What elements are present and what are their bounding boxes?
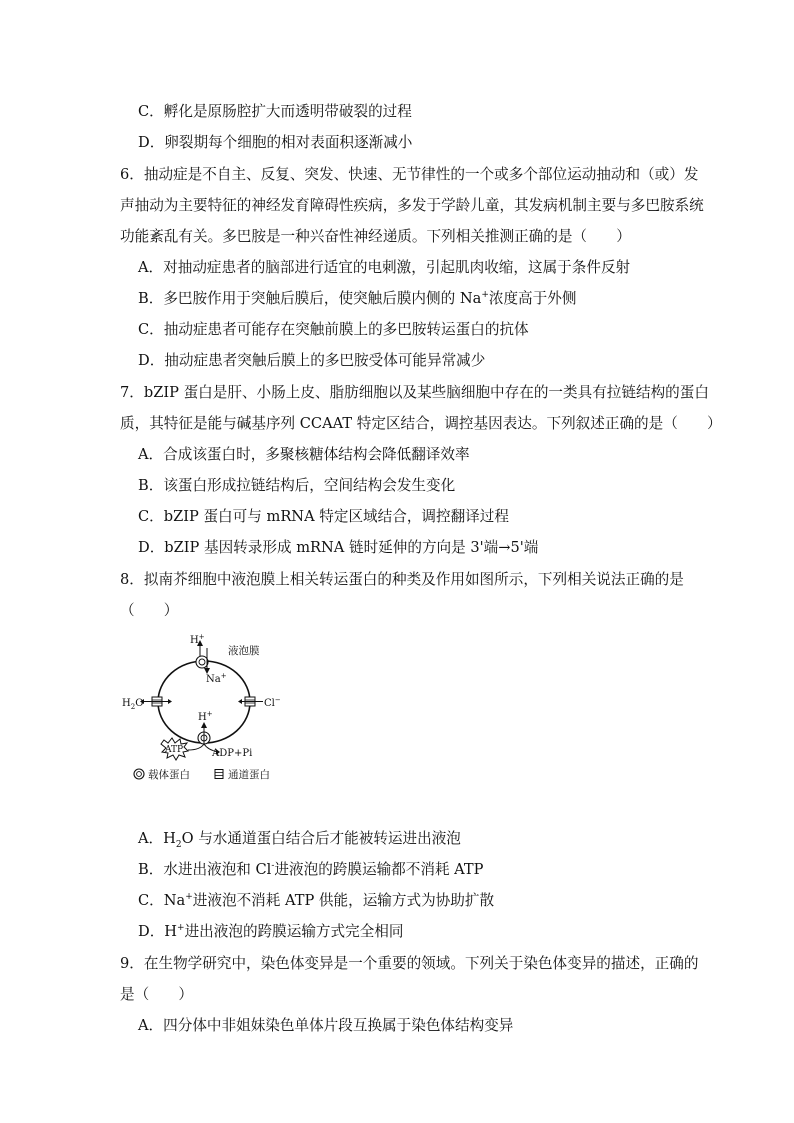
q6-stem-line-1: 6．抽动症是不自主、反复、突发、快速、无节律性的一个或多个部位运动抽动和（或）发: [120, 166, 699, 183]
q9-stem-line-1: 9．在生物学研究中，染色体变异是一个重要的领域。下列关于染色体变异的描述，正确的: [120, 955, 699, 972]
q8-stem-line-2: （ ）: [120, 602, 179, 619]
legend-channel: [215, 768, 270, 781]
q6-stem-line-2: 声抽动为主要特征的神经发育障碍性疾病，多发于学龄儿童，其发病机制主要与多巴胺系统: [120, 197, 704, 214]
h2o-label: $H_2O$: [122, 698, 144, 711]
q7-stem-line-1: 7．bZIP 蛋白是肝、小肠上皮、脂肪细胞以及某些脑细胞中存在的一类具有拉链结构的蛋白: [120, 384, 709, 401]
q6-option-c: C．抽动症患者可能存在突触前膜上的多巴胺转运蛋白的抗体: [138, 321, 529, 338]
q6-option-a: A．对抽动症患者的脑部进行适宜的电刺激，引起肌肉收缩，这属于条件反射: [138, 259, 631, 276]
q7-option-d: D．bZIP 基因转录形成 mRNA 链时延伸的方向是 3'端→5'端: [138, 539, 539, 556]
carrier-protein-icon: [134, 769, 144, 779]
q7-option-a: A．合成该蛋白时，多聚核糖体结构会降低翻译效率: [138, 446, 470, 463]
membrane-label: 液泡膜: [228, 645, 260, 657]
q8-option-a: A．$H_2O$ 与水通道蛋白结合后才能被转运进出液泡: [138, 830, 461, 850]
atp-label: ATP: [165, 745, 184, 755]
q8-option-c: C．Na+进液泡不消耗 ATP 供能，运输方式为协助扩散: [138, 892, 495, 909]
h-top-label: H+: [190, 633, 205, 646]
q7-option-c: C．bZIP 蛋白可与 mRNA 特定区域结合，调控翻译过程: [138, 508, 509, 525]
q8-option-b: B．水进出液泡和 Cl-进液泡的跨膜运输都不消耗 ATP: [138, 861, 484, 878]
carrier-protein-top: [196, 656, 208, 668]
q8-stem-line-1: 8．拟南芥细胞中液泡膜上相关转运蛋白的种类及作用如图所示，下列相关说法正确的是: [120, 571, 684, 588]
q9-option-a: A．四分体中非姐妹染色单体片段互换属于染色体结构变异: [138, 1017, 514, 1034]
q7-stem-line-2: 质，其特征是能与碱基序列 CCAAT 特定区结合，调控基因表达。下列叙述正确的是（ ）: [120, 415, 722, 432]
vacuole-membrane-diagram: [118, 632, 288, 782]
q9-stem-line-2: 是（ ）: [120, 986, 193, 1003]
legend-channel-label: 通道蛋白: [228, 769, 270, 781]
q6-option-b: B．多巴胺作用于突触后膜后，使突触后膜内侧的 Na+浓度高于外侧: [138, 290, 577, 307]
q7-option-b: B．该蛋白形成拉链结构后，空间结构会发生变化: [138, 477, 456, 494]
q6-option-d: D．抽动症患者突触后膜上的多巴胺受体可能异常减少: [138, 352, 486, 369]
adp-label: ADP+Pi: [212, 748, 253, 759]
na-label: Na+: [206, 672, 227, 685]
h-mid-label: H+: [198, 710, 213, 723]
q8-option-d: D．H+进出液泡的跨膜运输方式完全相同: [138, 923, 404, 940]
q6-stem-line-3: 功能紊乱有关。多巴胺是一种兴奋性神经递质。下列相关推测正确的是（ ）: [120, 228, 631, 245]
channel-protein-icon: [215, 770, 223, 779]
legend-carrier: [134, 768, 190, 781]
q5-option-c: C．孵化是原肠腔扩大而透明带破裂的过程: [138, 103, 412, 120]
cl-label: Cl−: [264, 696, 281, 709]
legend-carrier-label: 载体蛋白: [148, 769, 190, 781]
q5-option-d: D．卵裂期每个细胞的相对表面积逐渐减小: [138, 134, 413, 151]
